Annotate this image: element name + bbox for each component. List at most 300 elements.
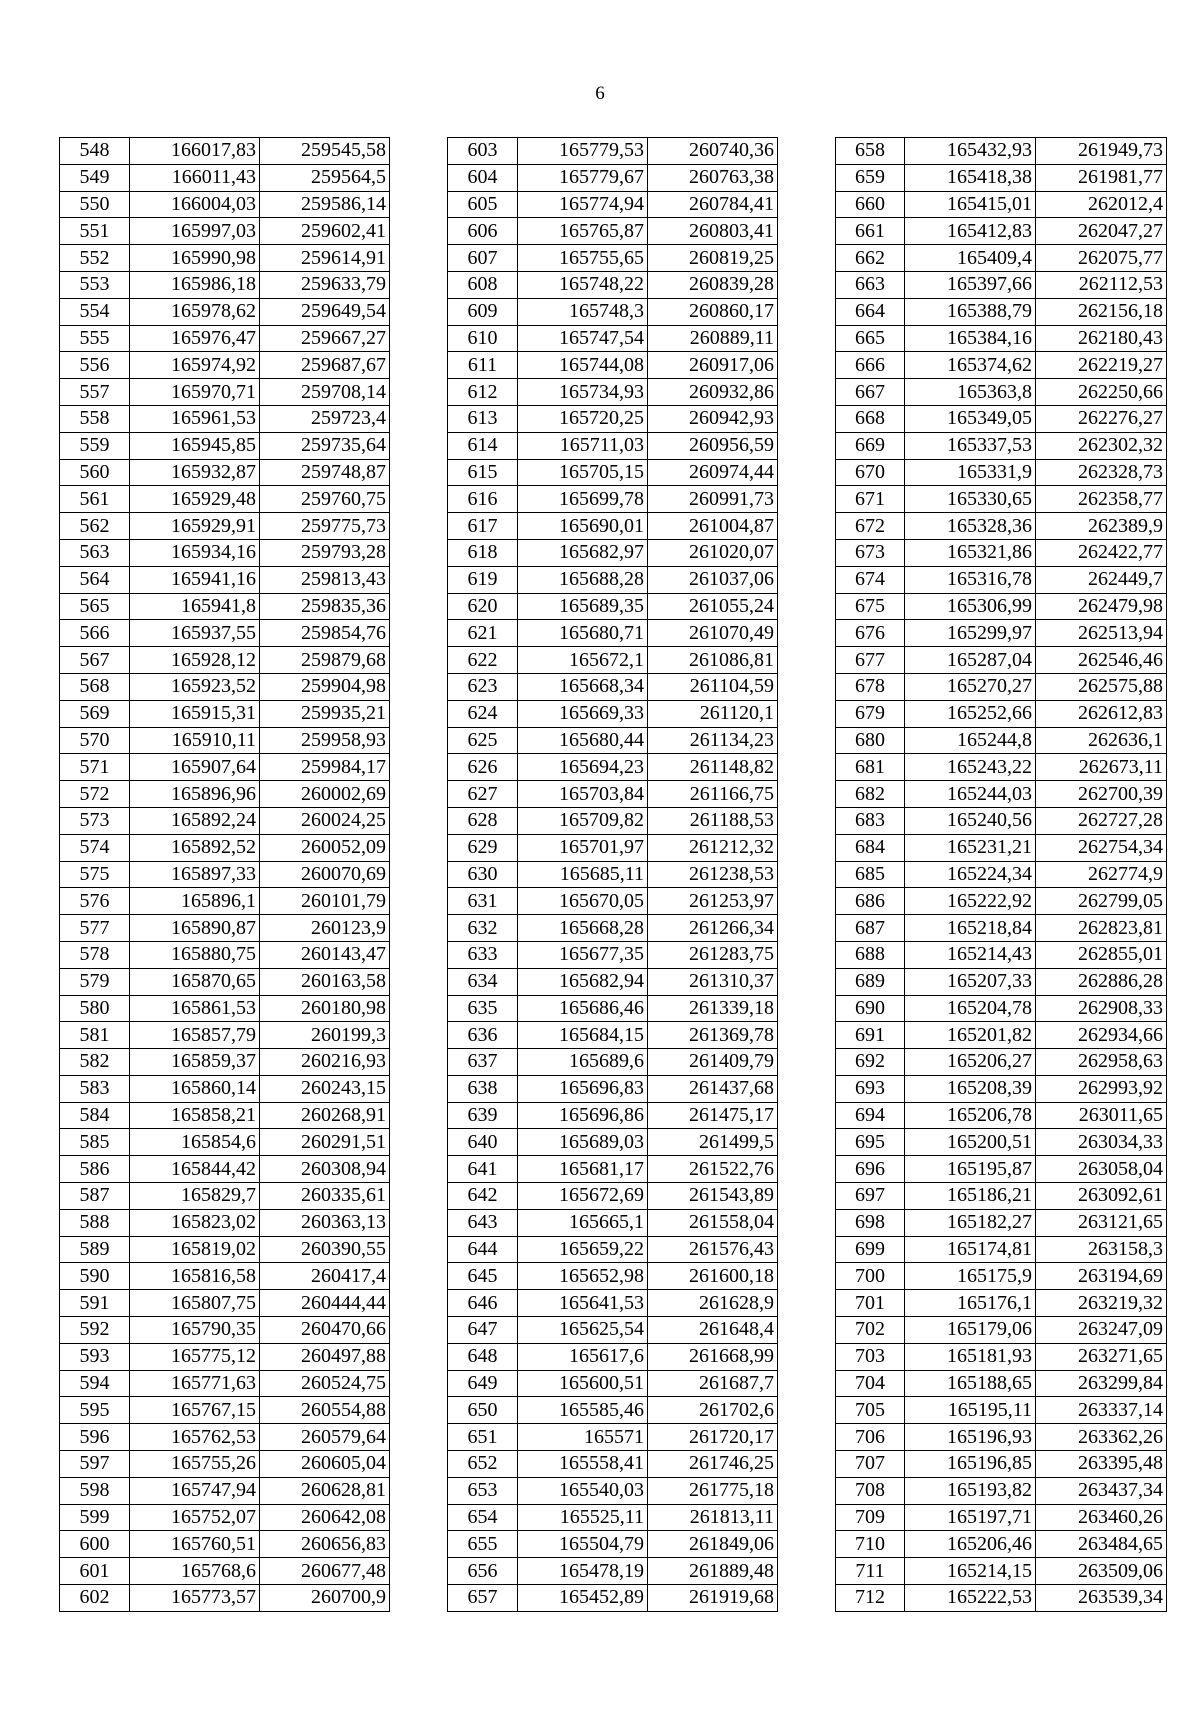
table-row [448, 405, 778, 432]
x-coordinate-cell: 165374,62 [905, 352, 1036, 379]
point-number-cell: 601 [60, 1558, 130, 1585]
point-number-cell: 562 [60, 513, 130, 540]
table-row [60, 834, 390, 861]
point-number-cell: 703 [836, 1343, 905, 1370]
x-coordinate-cell: 165748,3 [518, 298, 648, 325]
y-coordinate-cell: 262612,83 [1036, 700, 1167, 727]
y-coordinate-cell: 263539,34 [1036, 1585, 1167, 1612]
y-coordinate-cell: 259854,76 [260, 620, 390, 647]
x-coordinate-cell: 165214,15 [905, 1558, 1036, 1585]
y-coordinate-cell: 260002,69 [260, 781, 390, 808]
x-coordinate-cell: 165415,01 [905, 191, 1036, 218]
table-row [60, 1504, 390, 1531]
y-coordinate-cell: 259723,4 [260, 405, 390, 432]
point-number-cell: 687 [836, 915, 905, 942]
point-number-cell: 672 [836, 513, 905, 540]
x-coordinate-cell: 165600,51 [518, 1370, 648, 1397]
table-row [448, 1451, 778, 1478]
x-coordinate-cell: 165670,05 [518, 888, 648, 915]
point-number-cell: 556 [60, 352, 130, 379]
y-coordinate-cell: 262012,4 [1036, 191, 1167, 218]
y-coordinate-cell: 261648,4 [648, 1317, 778, 1344]
table-row [60, 861, 390, 888]
point-number-cell: 637 [448, 1049, 518, 1076]
point-number-cell: 602 [60, 1585, 130, 1612]
x-coordinate-cell: 165321,86 [905, 539, 1036, 566]
table-row [60, 727, 390, 754]
point-number-cell: 575 [60, 861, 130, 888]
x-coordinate-cell: 165244,03 [905, 781, 1036, 808]
table-row [60, 1424, 390, 1451]
table-row [448, 191, 778, 218]
x-coordinate-cell: 165779,67 [518, 164, 648, 191]
y-coordinate-cell: 259614,91 [260, 245, 390, 272]
table-row [448, 888, 778, 915]
coordinates-table-2 [447, 137, 778, 1612]
y-coordinate-cell: 260308,94 [260, 1156, 390, 1183]
table-row [448, 1585, 778, 1612]
point-number-cell: 693 [836, 1075, 905, 1102]
table-row [60, 1558, 390, 1585]
y-coordinate-cell: 259958,93 [260, 727, 390, 754]
x-coordinate-cell: 165669,33 [518, 700, 648, 727]
point-number-cell: 677 [836, 647, 905, 674]
point-number-cell: 640 [448, 1129, 518, 1156]
y-coordinate-cell: 261070,49 [648, 620, 778, 647]
table-row [448, 138, 778, 165]
table-row [448, 1075, 778, 1102]
x-coordinate-cell: 165682,97 [518, 539, 648, 566]
y-coordinate-cell: 259687,67 [260, 352, 390, 379]
table-row [60, 1049, 390, 1076]
x-coordinate-cell: 165672,1 [518, 647, 648, 674]
y-coordinate-cell: 260656,83 [260, 1531, 390, 1558]
point-number-cell: 684 [836, 834, 905, 861]
point-number-cell: 621 [448, 620, 518, 647]
table-row [60, 298, 390, 325]
table-row [836, 218, 1167, 245]
x-coordinate-cell: 165418,38 [905, 164, 1036, 191]
x-coordinate-cell: 165328,36 [905, 513, 1036, 540]
table-row [448, 1236, 778, 1263]
x-coordinate-cell: 165243,22 [905, 754, 1036, 781]
table-row [60, 700, 390, 727]
table-row [448, 700, 778, 727]
y-coordinate-cell: 261188,53 [648, 807, 778, 834]
point-number-cell: 666 [836, 352, 905, 379]
point-number-cell: 629 [448, 834, 518, 861]
x-coordinate-cell: 165525,11 [518, 1504, 648, 1531]
point-number-cell: 679 [836, 700, 905, 727]
x-coordinate-cell: 165859,37 [130, 1049, 260, 1076]
x-coordinate-cell: 165829,7 [130, 1183, 260, 1210]
table-row [60, 1183, 390, 1210]
x-coordinate-cell: 165244,8 [905, 727, 1036, 754]
table-row [448, 539, 778, 566]
point-number-cell: 694 [836, 1102, 905, 1129]
y-coordinate-cell: 259649,54 [260, 298, 390, 325]
point-number-cell: 567 [60, 647, 130, 674]
table-row [836, 271, 1167, 298]
y-coordinate-cell: 259904,98 [260, 673, 390, 700]
table-row [60, 1263, 390, 1290]
point-number-cell: 627 [448, 781, 518, 808]
point-number-cell: 636 [448, 1022, 518, 1049]
table-row [60, 1022, 390, 1049]
table-row [836, 1504, 1167, 1531]
table-row [448, 566, 778, 593]
point-number-cell: 632 [448, 915, 518, 942]
table-row [60, 1209, 390, 1236]
x-coordinate-cell: 165204,78 [905, 995, 1036, 1022]
y-coordinate-cell: 260470,66 [260, 1317, 390, 1344]
x-coordinate-cell: 165652,98 [518, 1263, 648, 1290]
x-coordinate-cell: 165222,53 [905, 1585, 1036, 1612]
point-number-cell: 610 [448, 325, 518, 352]
y-coordinate-cell: 261148,82 [648, 754, 778, 781]
y-coordinate-cell: 259984,17 [260, 754, 390, 781]
point-number-cell: 587 [60, 1183, 130, 1210]
y-coordinate-cell: 262958,63 [1036, 1049, 1167, 1076]
y-coordinate-cell: 259735,64 [260, 432, 390, 459]
y-coordinate-cell: 260956,59 [648, 432, 778, 459]
table-row [836, 727, 1167, 754]
table-row [836, 700, 1167, 727]
point-number-cell: 578 [60, 941, 130, 968]
table-body [448, 138, 778, 1612]
table-row [836, 1424, 1167, 1451]
x-coordinate-cell: 165880,75 [130, 941, 260, 968]
y-coordinate-cell: 259813,43 [260, 566, 390, 593]
x-coordinate-cell: 165659,22 [518, 1236, 648, 1263]
point-number-cell: 600 [60, 1531, 130, 1558]
x-coordinate-cell: 166017,83 [130, 138, 260, 165]
y-coordinate-cell: 262389,9 [1036, 513, 1167, 540]
x-coordinate-cell: 165299,97 [905, 620, 1036, 647]
point-number-cell: 552 [60, 245, 130, 272]
y-coordinate-cell: 262112,53 [1036, 271, 1167, 298]
point-number-cell: 707 [836, 1451, 905, 1478]
y-coordinate-cell: 260052,09 [260, 834, 390, 861]
y-coordinate-cell: 260024,25 [260, 807, 390, 834]
table-row [448, 1156, 778, 1183]
x-coordinate-cell: 165176,1 [905, 1290, 1036, 1317]
table-row [836, 1343, 1167, 1370]
x-coordinate-cell: 165870,65 [130, 968, 260, 995]
point-number-cell: 701 [836, 1290, 905, 1317]
point-number-cell: 651 [448, 1424, 518, 1451]
point-number-cell: 682 [836, 781, 905, 808]
table-row [448, 379, 778, 406]
y-coordinate-cell: 261339,18 [648, 995, 778, 1022]
point-number-cell: 548 [60, 138, 130, 165]
x-coordinate-cell: 165823,02 [130, 1209, 260, 1236]
point-number-cell: 669 [836, 432, 905, 459]
y-coordinate-cell: 260291,51 [260, 1129, 390, 1156]
table-row [836, 1209, 1167, 1236]
table-row [836, 1531, 1167, 1558]
table-row [60, 593, 390, 620]
y-coordinate-cell: 259835,36 [260, 593, 390, 620]
y-coordinate-cell: 262358,77 [1036, 486, 1167, 513]
y-coordinate-cell: 261687,7 [648, 1370, 778, 1397]
y-coordinate-cell: 262774,9 [1036, 861, 1167, 888]
y-coordinate-cell: 261266,34 [648, 915, 778, 942]
point-number-cell: 675 [836, 593, 905, 620]
x-coordinate-cell: 165337,53 [905, 432, 1036, 459]
point-number-cell: 561 [60, 486, 130, 513]
table-row [836, 513, 1167, 540]
x-coordinate-cell: 165665,1 [518, 1209, 648, 1236]
y-coordinate-cell: 262276,27 [1036, 405, 1167, 432]
y-coordinate-cell: 260363,13 [260, 1209, 390, 1236]
point-number-cell: 649 [448, 1370, 518, 1397]
y-coordinate-cell: 261475,17 [648, 1102, 778, 1129]
table-row [60, 1075, 390, 1102]
x-coordinate-cell: 165363,8 [905, 379, 1036, 406]
point-number-cell: 702 [836, 1317, 905, 1344]
point-number-cell: 665 [836, 325, 905, 352]
y-coordinate-cell: 261558,04 [648, 1209, 778, 1236]
point-number-cell: 634 [448, 968, 518, 995]
x-coordinate-cell: 165571 [518, 1424, 648, 1451]
point-number-cell: 681 [836, 754, 905, 781]
table-row [448, 754, 778, 781]
y-coordinate-cell: 263509,06 [1036, 1558, 1167, 1585]
point-number-cell: 670 [836, 459, 905, 486]
table-row [448, 968, 778, 995]
point-number-cell: 560 [60, 459, 130, 486]
x-coordinate-cell: 165384,16 [905, 325, 1036, 352]
point-number-cell: 668 [836, 405, 905, 432]
y-coordinate-cell: 261437,68 [648, 1075, 778, 1102]
x-coordinate-cell: 165680,44 [518, 727, 648, 754]
x-coordinate-cell: 165558,41 [518, 1451, 648, 1478]
point-number-cell: 664 [836, 298, 905, 325]
point-number-cell: 577 [60, 915, 130, 942]
point-number-cell: 625 [448, 727, 518, 754]
y-coordinate-cell: 261055,24 [648, 593, 778, 620]
x-coordinate-cell: 165206,46 [905, 1531, 1036, 1558]
x-coordinate-cell: 165207,33 [905, 968, 1036, 995]
point-number-cell: 680 [836, 727, 905, 754]
x-coordinate-cell: 165186,21 [905, 1183, 1036, 1210]
x-coordinate-cell: 165747,94 [130, 1477, 260, 1504]
y-coordinate-cell: 261238,53 [648, 861, 778, 888]
table-row [448, 1531, 778, 1558]
table-row [60, 673, 390, 700]
y-coordinate-cell: 260444,44 [260, 1290, 390, 1317]
y-coordinate-cell: 260860,17 [648, 298, 778, 325]
x-coordinate-cell: 165694,23 [518, 754, 648, 781]
point-number-cell: 590 [60, 1263, 130, 1290]
point-number-cell: 596 [60, 1424, 130, 1451]
y-coordinate-cell: 260974,44 [648, 459, 778, 486]
point-number-cell: 688 [836, 941, 905, 968]
x-coordinate-cell: 165252,66 [905, 700, 1036, 727]
point-number-cell: 709 [836, 1504, 905, 1531]
x-coordinate-cell: 165193,82 [905, 1477, 1036, 1504]
table-row [60, 1343, 390, 1370]
y-coordinate-cell: 260216,93 [260, 1049, 390, 1076]
y-coordinate-cell: 261981,77 [1036, 164, 1167, 191]
y-coordinate-cell: 260740,36 [648, 138, 778, 165]
table-row [448, 620, 778, 647]
table-row [448, 1049, 778, 1076]
x-coordinate-cell: 165685,11 [518, 861, 648, 888]
y-coordinate-cell: 260628,81 [260, 1477, 390, 1504]
x-coordinate-cell: 165773,57 [130, 1585, 260, 1612]
table-row [60, 432, 390, 459]
point-number-cell: 655 [448, 1531, 518, 1558]
x-coordinate-cell: 165306,99 [905, 593, 1036, 620]
y-coordinate-cell: 262934,66 [1036, 1022, 1167, 1049]
point-number-cell: 657 [448, 1585, 518, 1612]
table-row [836, 1156, 1167, 1183]
y-coordinate-cell: 261253,97 [648, 888, 778, 915]
x-coordinate-cell: 165978,62 [130, 298, 260, 325]
table-row [60, 807, 390, 834]
y-coordinate-cell: 260199,3 [260, 1022, 390, 1049]
table-row [60, 539, 390, 566]
y-coordinate-cell: 263121,65 [1036, 1209, 1167, 1236]
table-row [448, 1290, 778, 1317]
y-coordinate-cell: 261775,18 [648, 1477, 778, 1504]
y-coordinate-cell: 261283,75 [648, 941, 778, 968]
table-row [448, 1397, 778, 1424]
y-coordinate-cell: 262886,28 [1036, 968, 1167, 995]
point-number-cell: 550 [60, 191, 130, 218]
table-row [448, 164, 778, 191]
x-coordinate-cell: 165934,16 [130, 539, 260, 566]
x-coordinate-cell: 165854,6 [130, 1129, 260, 1156]
point-number-cell: 612 [448, 379, 518, 406]
table-row [836, 459, 1167, 486]
x-coordinate-cell: 165682,94 [518, 968, 648, 995]
point-number-cell: 650 [448, 1397, 518, 1424]
y-coordinate-cell: 262908,33 [1036, 995, 1167, 1022]
x-coordinate-cell: 165890,87 [130, 915, 260, 942]
table-row [836, 298, 1167, 325]
table-row [836, 1049, 1167, 1076]
y-coordinate-cell: 260243,15 [260, 1075, 390, 1102]
y-coordinate-cell: 261037,06 [648, 566, 778, 593]
table-row [60, 379, 390, 406]
point-number-cell: 558 [60, 405, 130, 432]
x-coordinate-cell: 165625,54 [518, 1317, 648, 1344]
y-coordinate-cell: 262754,34 [1036, 834, 1167, 861]
y-coordinate-cell: 260642,08 [260, 1504, 390, 1531]
point-number-cell: 698 [836, 1209, 905, 1236]
table-row [60, 915, 390, 942]
table-row [836, 325, 1167, 352]
x-coordinate-cell: 165681,17 [518, 1156, 648, 1183]
y-coordinate-cell: 263158,3 [1036, 1236, 1167, 1263]
y-coordinate-cell: 261889,48 [648, 1558, 778, 1585]
table-row [836, 566, 1167, 593]
x-coordinate-cell: 165747,54 [518, 325, 648, 352]
y-coordinate-cell: 261628,9 [648, 1290, 778, 1317]
table-row [60, 1370, 390, 1397]
x-coordinate-cell: 165504,79 [518, 1531, 648, 1558]
point-number-cell: 631 [448, 888, 518, 915]
y-coordinate-cell: 261134,23 [648, 727, 778, 754]
y-coordinate-cell: 262075,77 [1036, 245, 1167, 272]
x-coordinate-cell: 165819,02 [130, 1236, 260, 1263]
table-row [60, 1156, 390, 1183]
table-row [448, 1370, 778, 1397]
y-coordinate-cell: 260268,91 [260, 1102, 390, 1129]
point-number-cell: 553 [60, 271, 130, 298]
table-row [836, 1317, 1167, 1344]
point-number-cell: 603 [448, 138, 518, 165]
table-row [448, 593, 778, 620]
point-number-cell: 592 [60, 1317, 130, 1344]
table-body [836, 138, 1167, 1612]
table-row [60, 245, 390, 272]
x-coordinate-cell: 165929,91 [130, 513, 260, 540]
table-row [60, 138, 390, 165]
x-coordinate-cell: 165688,28 [518, 566, 648, 593]
x-coordinate-cell: 165689,6 [518, 1049, 648, 1076]
point-number-cell: 563 [60, 539, 130, 566]
point-number-cell: 606 [448, 218, 518, 245]
point-number-cell: 635 [448, 995, 518, 1022]
y-coordinate-cell: 261409,79 [648, 1049, 778, 1076]
x-coordinate-cell: 165768,6 [130, 1558, 260, 1585]
y-coordinate-cell: 262575,88 [1036, 673, 1167, 700]
y-coordinate-cell: 261522,76 [648, 1156, 778, 1183]
y-coordinate-cell: 260605,04 [260, 1451, 390, 1478]
y-coordinate-cell: 261849,06 [648, 1531, 778, 1558]
y-coordinate-cell: 260101,79 [260, 888, 390, 915]
x-coordinate-cell: 165585,46 [518, 1397, 648, 1424]
y-coordinate-cell: 260123,9 [260, 915, 390, 942]
y-coordinate-cell: 259633,79 [260, 271, 390, 298]
table-row [60, 647, 390, 674]
point-number-cell: 591 [60, 1290, 130, 1317]
x-coordinate-cell: 165696,86 [518, 1102, 648, 1129]
table-row [448, 1183, 778, 1210]
y-coordinate-cell: 260677,48 [260, 1558, 390, 1585]
table-row [448, 245, 778, 272]
point-number-cell: 686 [836, 888, 905, 915]
y-coordinate-cell: 261120,1 [648, 700, 778, 727]
point-number-cell: 691 [836, 1022, 905, 1049]
x-coordinate-cell: 165270,27 [905, 673, 1036, 700]
x-coordinate-cell: 165755,26 [130, 1451, 260, 1478]
y-coordinate-cell: 263194,69 [1036, 1263, 1167, 1290]
table-row [448, 861, 778, 888]
x-coordinate-cell: 165990,98 [130, 245, 260, 272]
y-coordinate-cell: 262673,11 [1036, 754, 1167, 781]
x-coordinate-cell: 165711,03 [518, 432, 648, 459]
point-number-cell: 555 [60, 325, 130, 352]
point-number-cell: 570 [60, 727, 130, 754]
table-row [448, 513, 778, 540]
table-row [448, 1343, 778, 1370]
point-number-cell: 573 [60, 807, 130, 834]
point-number-cell: 620 [448, 593, 518, 620]
table-row [836, 1370, 1167, 1397]
y-coordinate-cell: 262727,28 [1036, 807, 1167, 834]
point-number-cell: 607 [448, 245, 518, 272]
table-row [448, 1022, 778, 1049]
table-row [60, 1236, 390, 1263]
table-row [836, 781, 1167, 808]
point-number-cell: 667 [836, 379, 905, 406]
table-row [60, 1102, 390, 1129]
